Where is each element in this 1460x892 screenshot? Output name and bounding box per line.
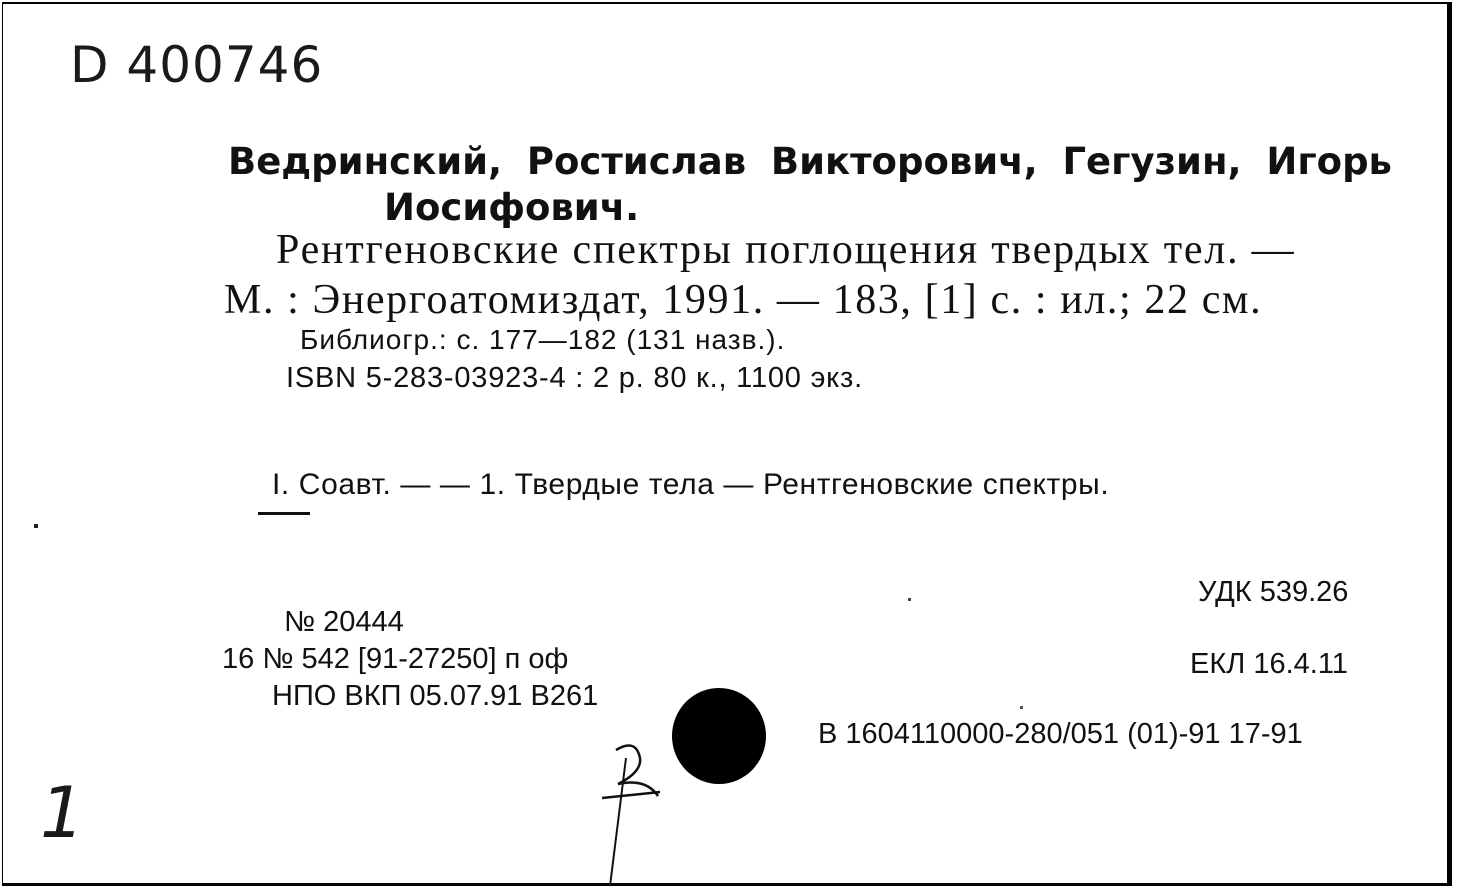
author-heading-line2: Иосифович. [384,186,640,229]
author-word: Ведринский, [228,140,503,183]
udk-code: УДК 539.26 [1198,576,1349,608]
underline-mark [258,512,310,515]
scan-speck [1020,706,1023,709]
author-word: Викторович, [770,140,1038,183]
title-line: Рентгеновские спектры поглощения твердых тел. — [276,227,1296,273]
isbn-note: ISBN 5-283-03923-4 : 2 р. 80 к., 1100 экз. [286,362,863,394]
author-heading-line1 [228,140,1392,183]
accession-number: № 20444 [284,606,404,638]
bibliography-note: Библиогр.: с. 177—182 (131 назв.). [300,324,786,355]
classification-code: В 1604110000-280/051 (01)-91 17-91 [818,718,1303,750]
call-number: D 400746 [70,36,324,94]
imprint-line: М. : Энергоатомиздат, 1991. — 183, [1] с. : ил.; 22 см. [224,277,1263,323]
author-word: Гегузин, [1062,140,1242,183]
author-word: Игорь [1266,140,1392,183]
order-number: 16 № 542 [91-27250] п оф [222,643,569,675]
tracings: I. Соавт. — — 1. Твердые тела — Рентгеновские спектры. [272,468,1110,501]
scan-speck [908,598,911,601]
ekl-code: ЕКЛ 16.4.11 [1190,648,1348,680]
punch-hole [672,688,766,784]
handwritten-scribble [596,738,676,888]
author-word: Ростислав [526,140,747,183]
handwritten-mark: 1 [40,772,85,854]
printer-line: НПО ВКП 05.07.91 В261 [272,680,599,712]
scan-speck [34,524,38,528]
